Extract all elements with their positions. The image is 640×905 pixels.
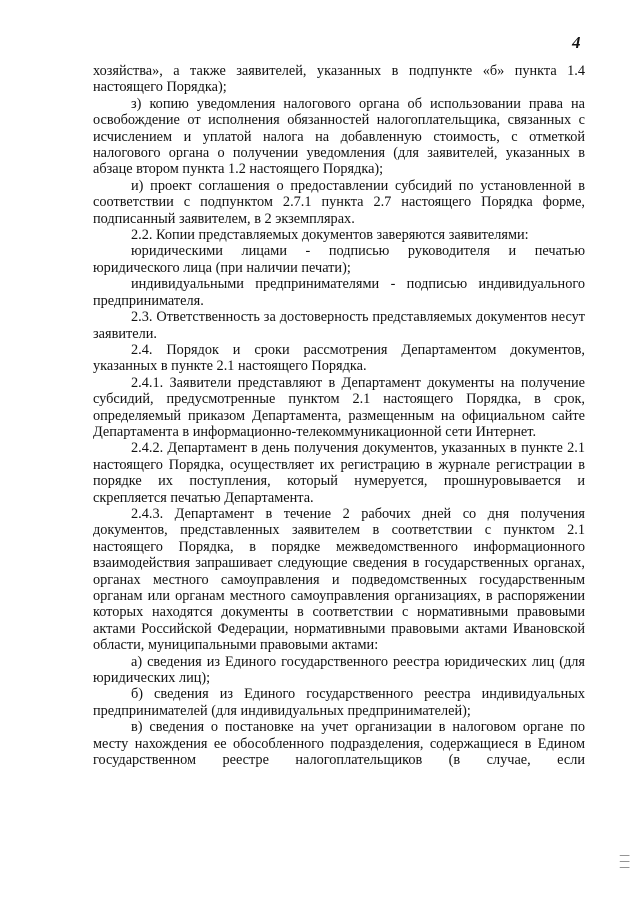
paragraph-2-4-3: 2.4.3. Департамент в течение 2 рабочих дней со дня получения документов, представленных заявителем в соответствии с пунктом 2.1 настоящего Порядка, в порядке межведомственного информационного взаимодействия запрашивает следующие сведения в государственных органах, органах местного самоуправления и подведомственных государственным органам или органам местного самоуправления организациях, в распоряжении которых находятся документы в соответствии с нормативными правовыми актами Российской Федерации, нормативными правовыми актами Ивановской области, муниципальными правовыми актами: [93, 505, 585, 654]
paragraph-2-4-1: 2.4.1. Заявители представляют в Департамент документы на получение субсидий, предусмотренные пунктом 2.1 настоящего Порядка, в срок, определяемый приказом Департамента, размещенным на официальном сайте Департамента в информационно-телекоммуникационной сети Интернет. [93, 374, 585, 440]
scan-margin-mark: │││ [620, 852, 629, 871]
paragraph-item-i: и) проект соглашения о предоставлении субсидий по установленной в соответствии с подпунктом 2.7.1 пункта 2.7 настоящего Порядка форме, подписанный заявителем, в 2 экземплярах. [93, 177, 585, 227]
paragraph-item-b: б) сведения из Единого государственного реестра индивидуальных предпринимателей (для индивидуальных предпринимателей); [93, 686, 585, 719]
paragraph-2-4: 2.4. Порядок и сроки рассмотрения Департаментом документов, указанных в пункте 2.1 настоящего Порядка. [93, 341, 585, 375]
document-body [93, 63, 585, 768]
paragraph-2-4-2: 2.4.2. Департамент в день получения документов, указанных в пункте 2.1 настоящего Порядка, осуществляет их регистрацию в журнале регистрации в порядке их поступления, который нумеруется, прошнуровывается и скрепляется печатью Департамента. [93, 440, 585, 506]
paragraph-continuation: хозяйства», а также заявителей, указанных в подпункте «б» пункта 1.4 настоящего Порядка); [93, 63, 585, 96]
paragraph-item-a: а) сведения из Единого государственного реестра юридических лиц (для юридических лиц); [93, 653, 585, 687]
paragraph-2-3: 2.3. Ответственность за достоверность представляемых документов несут заявители. [93, 309, 585, 342]
paragraph-item-z: з) копию уведомления налогового органа об использовании права на освобождение от исполнения обязанностей налогоплательщика, связанных с исчислением и уплатой налога на добавленную стоимость, с отметкой налогового органа о получении уведомления (для заявителей, указанных в абзаце втором пункта 1.2 настоящего Порядка); [93, 95, 585, 178]
paragraph-item-v: в) сведения о постановке на учет организации в налоговом органе по месту нахождения ее обособленного подразделения, содержащиеся в Едином государственном реестре налогоплательщиков (в случае, если [93, 719, 585, 769]
paragraph-entrepreneurs: индивидуальными предпринимателями - подписью индивидуального предпринимателя. [93, 276, 585, 309]
paragraph-2-2: 2.2. Копии представляемых документов заверяются заявителями: [131, 227, 529, 244]
paragraph-legal-entities: юридическими лицами - подписью руководителя и печатью юридического лица (при наличии печати); [93, 243, 585, 276]
page-number: 4 [572, 33, 581, 52]
